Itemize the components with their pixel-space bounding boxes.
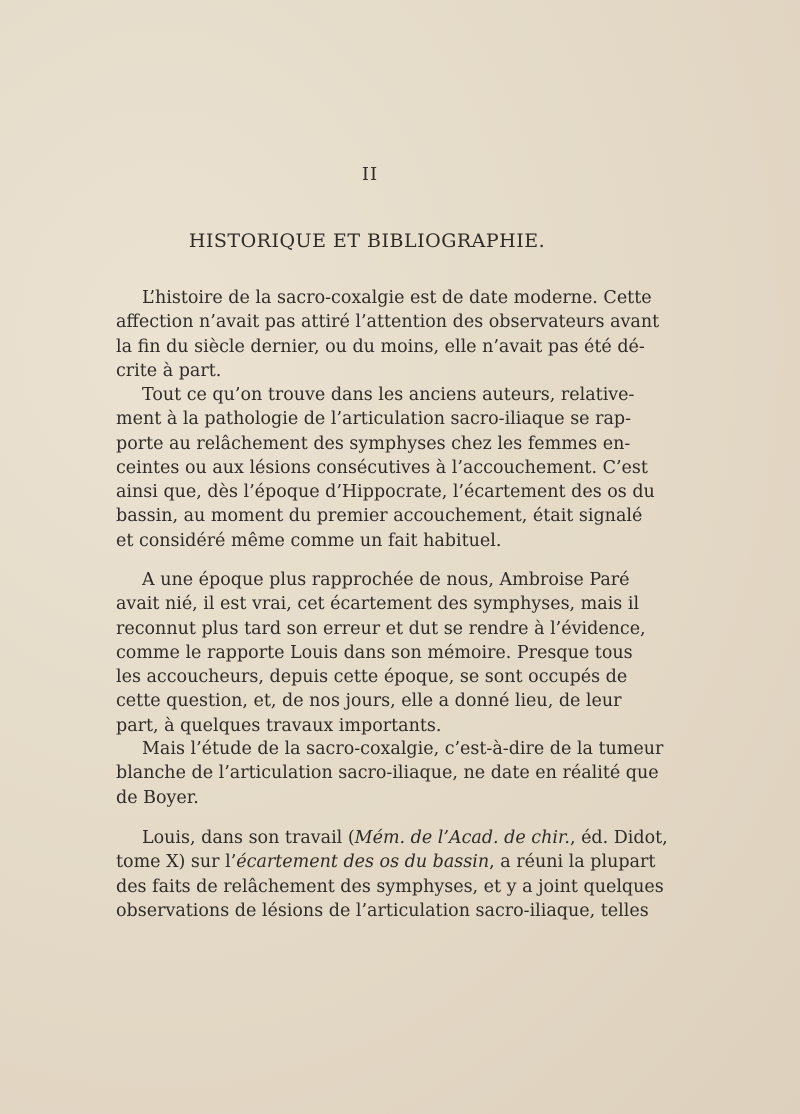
- text-line: ceintes ou aux lésions consécutives à l’accouchement. C’est: [116, 457, 648, 478]
- text-line: avait nié, il est vrai, cet écartement des symphyses, mais il: [116, 594, 640, 615]
- text-run: , éd. Didot,: [569, 828, 668, 848]
- text-run: tome X) sur l’: [116, 852, 237, 873]
- text-line: des faits de relâchement des symphyses, et y a joint quelques: [116, 876, 664, 897]
- text-line: blanche de l’articulation sacro-iliaque, ne date en réalité que: [116, 763, 659, 784]
- paragraph-1: [116, 286, 660, 383]
- text-run: , a réuni la plupart: [489, 852, 656, 873]
- text-line: la fin du siècle dernier, ou du moins, elle n’avait pas été dé-: [116, 336, 645, 357]
- text-line: [116, 850, 656, 874]
- chapter-title: HISTORIQUE ET BIBLIOGRAPHIE.: [188, 230, 546, 252]
- text-run: Louis, dans son travail (: [142, 828, 355, 848]
- text-line: les accoucheurs, depuis cette époque, se sont occupés de: [116, 667, 628, 688]
- text-line: ainsi que, dès l’époque d’Hippocrate, l’écartement des os du: [116, 482, 655, 503]
- title-italic: écartement des os du bassin: [236, 852, 490, 873]
- text-line: comme le rapporte Louis dans son mémoire. Presque tous: [116, 642, 633, 663]
- text-line: affection n’avait pas attiré l’attention des observateurs avant: [116, 312, 660, 333]
- chapter-number: II: [361, 164, 379, 185]
- paragraph-5: [116, 826, 668, 923]
- text-line: et considéré même comme un fait habituel.: [116, 530, 502, 551]
- text-line: cette question, et, de nos jours, elle a donné lieu, de leur: [116, 691, 622, 712]
- text-line: observations de lésions de l’articulation sacro-iliaque, telles: [116, 900, 649, 921]
- text-line: Tout ce qu’on trouve dans les anciens auteurs, relative-: [142, 385, 635, 405]
- paragraph-3: [116, 568, 646, 738]
- text-line: L’histoire de la sacro-coxalgie est de date moderne. Cette: [142, 288, 652, 308]
- text-line: ment à la pathologie de l’articulation sacro-iliaque se rap-: [116, 409, 632, 430]
- text-line: A une époque plus rapprochée de nous, Ambroise Paré: [142, 570, 630, 590]
- text-line: de Boyer.: [116, 787, 199, 808]
- text-line: porte au relâchement des symphyses chez les femmes en-: [116, 433, 631, 454]
- text-line: crite à part.: [116, 360, 222, 381]
- text-line: bassin, au moment du premier accouchement, était signalé: [116, 506, 643, 527]
- paragraph-4: [116, 737, 664, 810]
- text-line: part, à quelques travaux importants.: [116, 715, 442, 736]
- text-line: Mais l’étude de la sacro-coxalgie, c’est-à-dire de la tumeur: [142, 739, 664, 759]
- text-line: reconnut plus tard son erreur et dut se rendre à l’évidence,: [116, 618, 646, 639]
- paragraph-2: [116, 383, 655, 553]
- citation-italic: Mém. de l’Acad. de chir.: [354, 828, 570, 848]
- text-line: [116, 826, 668, 850]
